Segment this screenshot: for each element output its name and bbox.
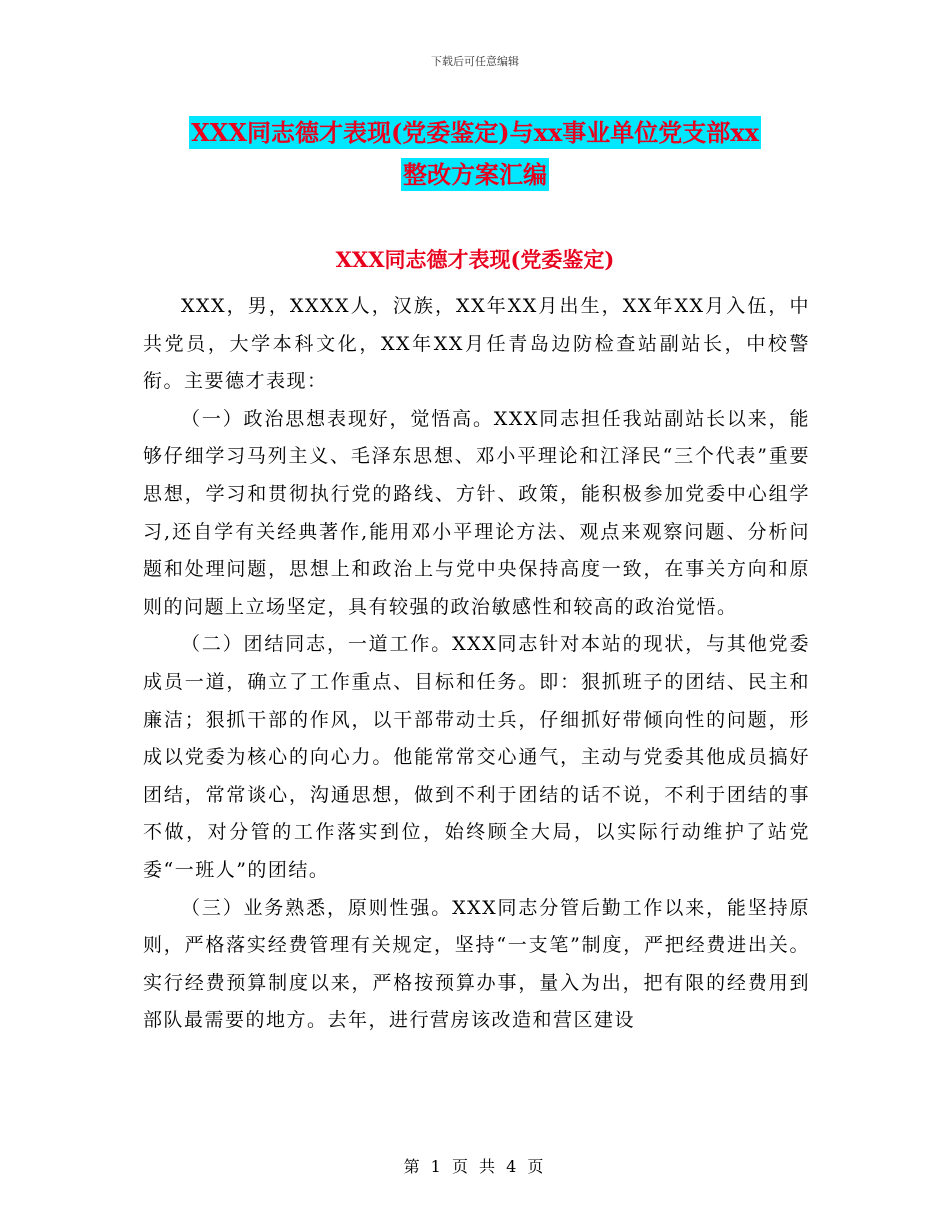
section-title: XXX同志德才表现(党委鉴定) <box>335 247 615 272</box>
title-line-1: XXX同志德才表现(党委鉴定)与xx事业单位党支部xx <box>191 118 759 147</box>
title-line-2: 整改方案汇编 <box>403 160 547 189</box>
paragraph: （一）政治思想表现好，觉悟高。XXX同志担任我站副站长以来，能够仔细学习马列主义、毛泽东思想、邓小平理论和江泽民“三个代表”重要思想，学习和贯彻执行党的路线、方针、政策，能积极参加党委中心组学习,还自学有关经典著作,能用邓小平理论方法、观点来观察问题、分析问题和处理问题，思想上和政治上与党中央保持高度一致，在事关方向和原则的问题上立场坚定，具有较强的政治敏感性和较高的政治觉悟。 <box>143 407 810 618</box>
paragraph: （三）业务熟悉，原则性强。XXX同志分管后勤工作以来，能坚持原则，严格落实经费管理有关规定，坚持“一支笔”制度，严把经费进出关。实行经费预算制度以来，严格按预算办事，量入为出，把有限的经费用到部队最需要的地方。去年，进行营房该改造和营区建设 <box>143 896 810 1032</box>
page-footer: 第 1 页 共 4 页 <box>403 1157 547 1176</box>
paragraph: XXX，男，XXXX人，汉族，XX年XX月出生，XX年XX月入伍，中共党员，大学本科文化，XX年XX月任青岛边防检查站副站长，中校警衔。主要德才表现： <box>143 295 810 393</box>
document-body <box>143 288 810 1040</box>
header-note: 下载后可任意编辑 <box>431 55 519 68</box>
document-title <box>150 112 800 196</box>
paragraph: （二）团结同志，一道工作。XXX同志针对本站的现状，与其他党委成员一道，确立了工作重点、目标和任务。即：狠抓班子的团结、民主和廉洁；狠抓干部的作风，以干部带动士兵，仔细抓好带倾向性的问题，形成以党委为核心的向心力。他能常常交心通气，主动与党委其他成员搞好团结，常常谈心，沟通思想，做到不利于团结的话不说，不利于团结的事不做，对分管的工作落实到位，始终顾全大局，以实际行动维护了站党委“一班人”的团结。 <box>143 633 810 881</box>
